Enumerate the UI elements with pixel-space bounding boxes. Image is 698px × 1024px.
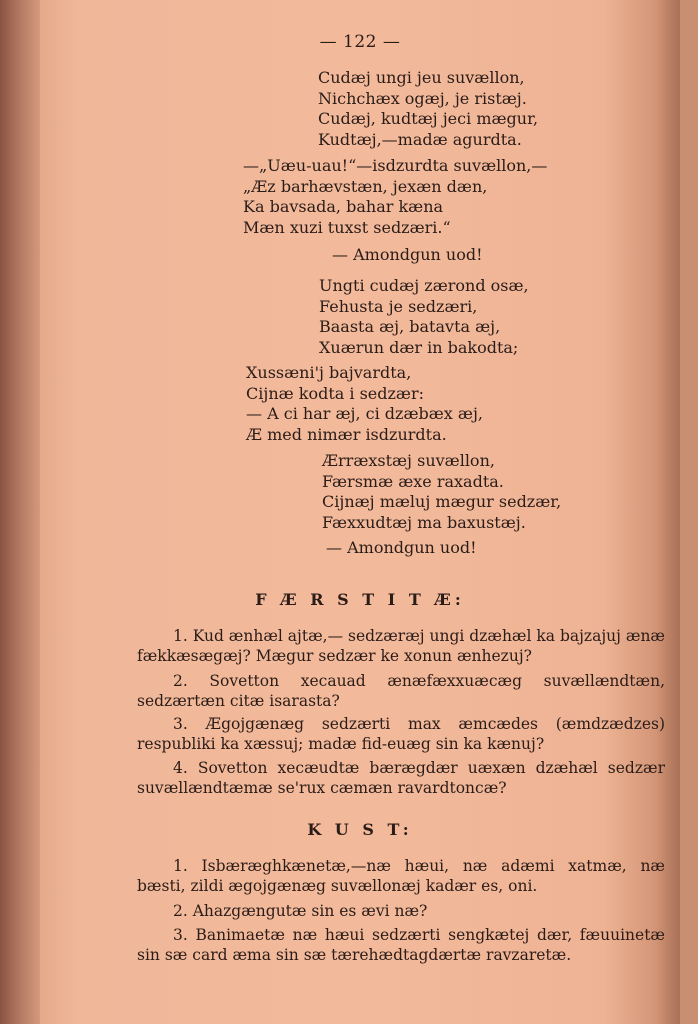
verse-line: Cudæj, kudtæj jeci mægur,: [318, 109, 539, 128]
verse-line: Fehusta je sedzæri,: [319, 296, 478, 316]
verse-line: Ungti cudæj zærond osæ,: [319, 276, 529, 295]
task-paragraph: 3. Banimaetæ næ hæui sedzærti sengkætej dær, fæuuinetæ sin sæ card æma sin sæ tærehædtagdærtæ ravzaretæ.: [137, 926, 665, 964]
verse-line: Xussæni'j bajvardta,: [246, 363, 412, 382]
question-paragraph: 4. Sovetton xecæudtæ bærægdær uæxæn dzæhæl sedzær suvællændtæmæ se'rux cæmæn ravardtoncæ?: [137, 759, 665, 797]
poem-stanza: [246, 363, 483, 445]
question-paragraph: 1. Kud ænhæl ajtæ,— sedzæræj ungi dzæhæl ka bajzajuj ænæ fækkæsægæj? Mægur sedzær ke xonun ænhezuj?: [137, 627, 665, 665]
verse-line: Mæn xuzi tuxst sedzæri.“: [243, 217, 451, 237]
verse-line: —„Uæu-uau!“—isdzurdta suvællon,—: [243, 156, 548, 175]
verse-line: Æ med nimær isdzurdta.: [246, 424, 447, 444]
verse-line: Xuærun dær in bakodta;: [319, 337, 519, 357]
verse-line: Ærræxstæj suvællon,: [322, 451, 495, 470]
question-paragraph: 2. Sovetton xecauad ænæfæxxuæcæg suvællændtæn, sedzærtæn citæ isarasta?: [137, 672, 665, 710]
poem-stanza: [322, 451, 561, 533]
verse-line: Kudtæj,—madæ agurdta.: [318, 129, 522, 149]
verse-line: Cijnæj mæluj mægur sedzær,: [322, 492, 562, 511]
verse-line: Baasta æj, batavta æj,: [319, 317, 501, 336]
verse-line: — A ci har æj, ci dzæbæx æj,: [246, 404, 483, 423]
task-paragraph: 1. Isbæræghkænetæ,—næ hæui, næ adæmi xatmæ, næ bæsti, zildi ægojgænæg suvællonæj kadær es, oni.: [137, 857, 665, 895]
verse-line: Cudæj ungi jeu suvællon,: [318, 68, 525, 87]
verse-line: Cijnæ kodta i sedzær:: [246, 383, 425, 403]
verse-line: „Æz barhævstæn, jexæn dæn,: [243, 176, 488, 196]
book-binding: [0, 0, 40, 1024]
question-paragraph: 3. Ægojgænæg sedzærti max æmcædes (æmdzædzes) respubliki ka xæssuj; madæ fid-euæg sin ka kænuj?: [137, 715, 665, 753]
verse-line: Nichchæx ogæj, je ristæj.: [318, 88, 527, 108]
verse-line: Fæxxudtæj ma baxustæj.: [322, 512, 526, 532]
section-heading-questions: F Æ R S T I T Æ:: [255, 590, 465, 609]
poem-stanza: [243, 156, 547, 238]
poem-refrain: — Amondgun uod!: [332, 245, 483, 264]
book-page: [40, 0, 680, 1024]
task-paragraph: 2. Ahazgængutæ sin es ævi næ?: [173, 902, 428, 920]
verse-line: Ka bavsada, bahar kæna: [243, 197, 444, 216]
verse-line: Færsmæ æxe raxadta.: [322, 471, 504, 491]
poem-stanza: [318, 68, 538, 150]
section-heading-work: K U S T:: [307, 820, 413, 839]
poem-refrain: — Amondgun uod!: [326, 538, 477, 557]
page-number: — 122 —: [319, 32, 401, 52]
poem-stanza: [319, 276, 529, 358]
